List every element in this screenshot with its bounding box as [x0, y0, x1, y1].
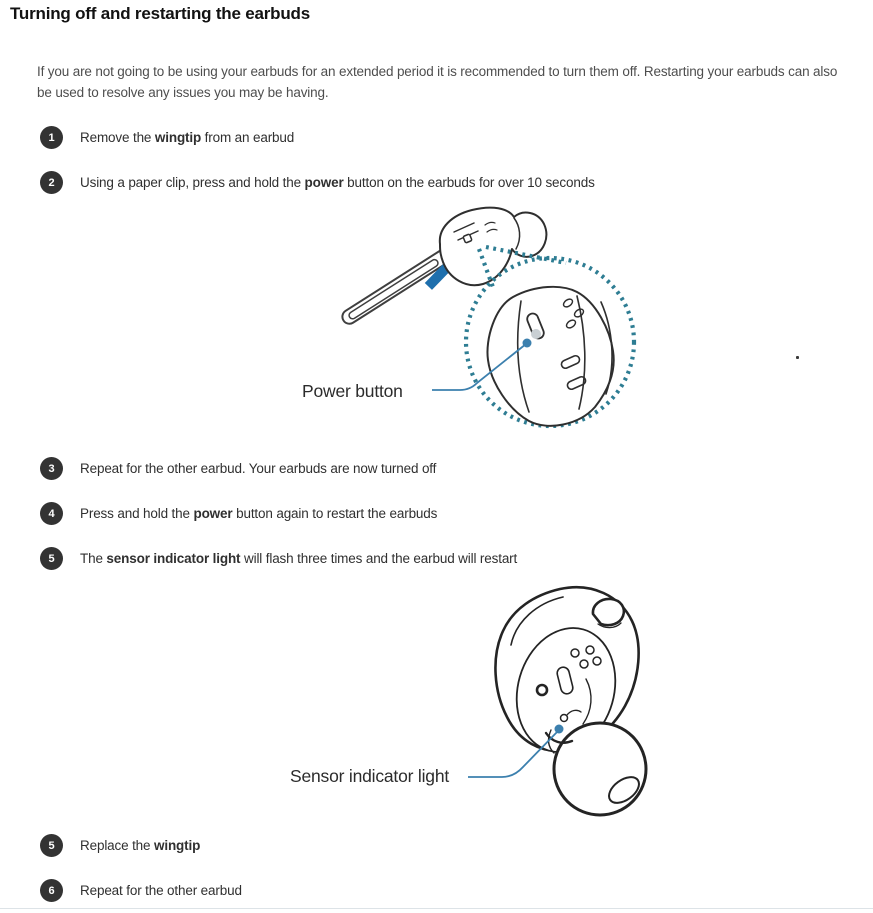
- stray-dot: [796, 356, 799, 359]
- step-number-badge: 3: [40, 457, 63, 480]
- step-item-2: [40, 171, 740, 194]
- step-number-badge: 2: [40, 171, 63, 194]
- ear-tip: [554, 723, 646, 815]
- wingtip-hole: [593, 599, 624, 625]
- power-button-label: Power button: [302, 381, 403, 401]
- sensor-indicator-figure: [280, 583, 680, 818]
- earbud-inner-view: [495, 587, 646, 815]
- step-text: Remove the wingtip from an earbud: [80, 130, 295, 145]
- step-item-6: [40, 879, 740, 902]
- step-text: The sensor indicator light will flash three times and the earbud will restart: [80, 551, 518, 566]
- step-number-badge: 6: [40, 879, 63, 902]
- bottom-divider: [0, 908, 873, 909]
- power-button-illustration: [280, 202, 680, 442]
- step-text: Replace the wingtip: [80, 838, 201, 853]
- step-text: Repeat for the other earbud. Your earbuds are now turned off: [80, 461, 437, 476]
- step-number-badge: 1: [40, 126, 63, 149]
- sensor-marker-dot: [555, 725, 564, 734]
- step-number-badge: 5: [40, 834, 63, 857]
- step-item-1: [40, 126, 740, 149]
- sensor-indicator-light-label: Sensor indicator light: [290, 766, 450, 786]
- power-button-dot: [531, 329, 541, 339]
- step-item-4: [40, 502, 740, 525]
- step-text: Using a paper clip, press and hold the power button on the earbuds for over 10 seconds: [80, 175, 595, 190]
- step-text: Repeat for the other earbud: [80, 883, 242, 898]
- earbud-side-view: [440, 208, 547, 286]
- intro-paragraph: If you are not going to be using your earbuds for an extended period it is recommended to turn them off. Restarting your earbuds can also be used to resolve any issues you may be having.: [37, 64, 838, 100]
- step-number-badge: 4: [40, 502, 63, 525]
- power-button-marker-dot: [523, 339, 532, 348]
- page-title: Turning off and restarting the earbuds: [10, 4, 310, 23]
- sensor-indicator-illustration: [280, 583, 680, 818]
- step-item-5: [40, 547, 740, 570]
- power-button-figure: [280, 202, 680, 442]
- step-item-5b: [40, 834, 740, 857]
- step-item-3: [40, 457, 740, 480]
- earbud-magnified-view: [487, 287, 613, 426]
- step-text: Press and hold the power button again to restart the earbuds: [80, 506, 438, 521]
- step-number-badge: 5: [40, 547, 63, 570]
